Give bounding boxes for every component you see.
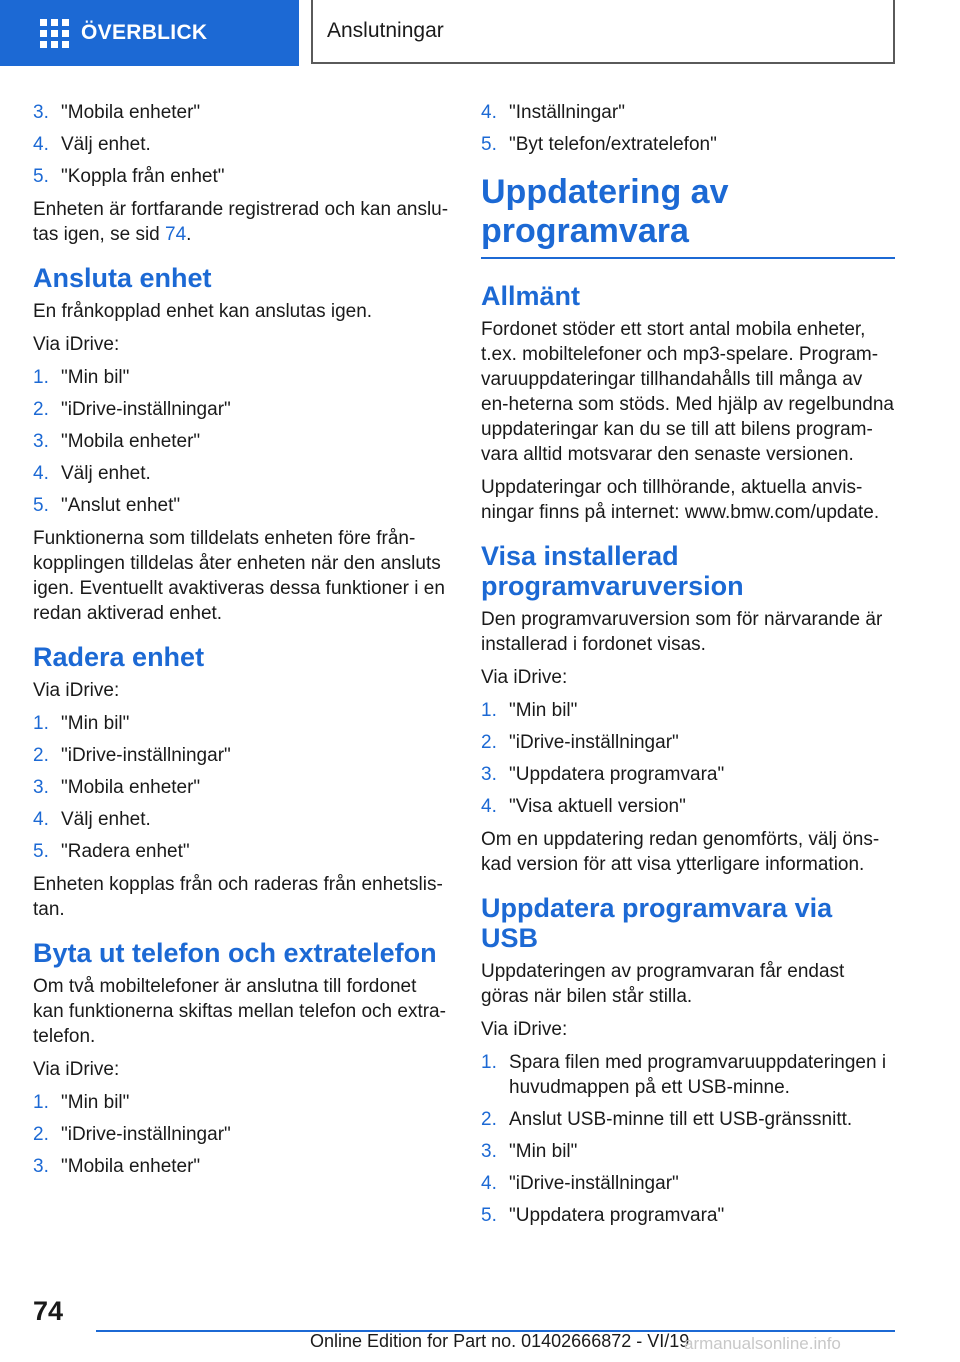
right-column (481, 100, 895, 1236)
step-text: "Visa aktuell version" (509, 796, 686, 817)
software-update-heading: Uppdatering av programvara (481, 173, 895, 259)
left-column (33, 100, 449, 1187)
step-text: "iDrive-inställningar" (61, 1124, 231, 1145)
step-number: 5. (33, 841, 49, 862)
step-text: Välj enhet. (61, 134, 151, 155)
general-para-2: Uppdateringar och tillhörande, aktuella anvis‐ningar finns på internet: www.bmw.com/update. (481, 477, 880, 523)
step-text: "Koppla från enhet" (61, 166, 225, 187)
show-para-1: Den programvaruversion som för närvarande är installerad i fordonet visas. (481, 609, 883, 655)
step-item (33, 1090, 449, 1115)
step-item (33, 743, 449, 768)
step-number: 2. (481, 1109, 497, 1130)
step-number: 3. (33, 777, 49, 798)
step-item (481, 1171, 895, 1196)
connect-device-heading: Ansluta enhet (33, 263, 212, 293)
step-number: 5. (481, 1205, 497, 1226)
step-number: 4. (33, 134, 49, 155)
step-number: 1. (33, 713, 49, 734)
step-text: Välj enhet. (61, 463, 151, 484)
general-para-1: Fordonet stöder ett stort antal mobila enheter, t.ex. mobiltelefoner och mp3-spelare. Program‐varuuppdateringar tillhandahålls till många av en‐heterna som stöds. Med hjälp av regelbundna uppdateringar kan du se till att bilens program‐vara alltid motsvarar den senaste versionen. (481, 319, 894, 465)
step-number: 3. (33, 431, 49, 452)
show-steps (481, 698, 895, 819)
step-text: Spara filen med programvaruuppdateringen i huvudmappen på ett USB-minne. (509, 1052, 887, 1098)
step-text: "Mobila enheter" (61, 1156, 201, 1177)
step-number: 2. (481, 732, 497, 753)
step-number: 2. (33, 1124, 49, 1145)
step-text: "Byt telefon/extratelefon" (509, 134, 717, 155)
show-version-heading: Visa installerad programvaruversion (481, 541, 744, 601)
show-para-2: Via iDrive: (481, 667, 568, 688)
usb-update-heading: Uppdatera programvara via USB (481, 893, 833, 953)
page-number: 74 (33, 1296, 64, 1326)
step-text: "iDrive-inställningar" (509, 732, 679, 753)
step-number: 3. (481, 1141, 497, 1162)
intro-paragraph (33, 197, 449, 247)
step-item (481, 698, 895, 723)
step-number: 5. (481, 134, 497, 155)
step-number: 4. (33, 809, 49, 830)
step-number: 4. (481, 1173, 497, 1194)
step-item (481, 1050, 895, 1100)
step-text: "Uppdatera programvara" (509, 1205, 725, 1226)
step-item (33, 493, 449, 518)
step-item (33, 164, 449, 189)
page-header (0, 0, 960, 66)
swap-phone-heading: Byta ut telefon och extratelefon (33, 938, 437, 968)
step-item (481, 1107, 895, 1132)
step-number: 3. (481, 764, 497, 785)
step-text: "Mobila enheter" (61, 102, 201, 123)
continued-steps (481, 100, 895, 157)
connect-para-3: Funktionerna som tilldelats enheten före från‐kopplingen tilldelas åter enheten när den ansluts igen. Eventuellt avaktiveras dessa funktioner i en redan aktiverad enhet. (33, 528, 445, 624)
step-number: 2. (33, 399, 49, 420)
show-para-3: Om en uppdatering redan genomförts, välj öns‐kad version för att visa ytterligare information. (481, 829, 880, 875)
swap-steps (33, 1090, 449, 1179)
step-number: 2. (33, 745, 49, 766)
step-item (481, 1139, 895, 1164)
step-item (33, 100, 449, 125)
usb-steps (481, 1050, 895, 1228)
step-text: Anslut USB-minne till ett USB-gränssnitt. (509, 1109, 853, 1130)
intro-text-end: . (186, 224, 192, 245)
step-item (481, 794, 895, 819)
step-text: "Min bil" (509, 700, 578, 721)
grid-icon (40, 19, 69, 48)
step-item (33, 807, 449, 832)
section-tab-label: Anslutningar (327, 19, 444, 42)
step-item (481, 762, 895, 787)
delete-device-heading: Radera enhet (33, 642, 205, 672)
step-text: "Inställningar" (509, 102, 625, 123)
step-item (33, 1122, 449, 1147)
step-number: 3. (33, 102, 49, 123)
overview-tab[interactable] (0, 0, 299, 66)
step-item (33, 461, 449, 486)
step-text: "Uppdatera programvara" (509, 764, 725, 785)
step-item (481, 132, 895, 157)
step-text: "Min bil" (61, 1092, 130, 1113)
page-link[interactable]: 74 (165, 224, 187, 245)
step-number: 5. (33, 495, 49, 516)
delete-steps (33, 711, 449, 864)
usb-para-1: Uppdateringen av programvaran får endast göras när bilen står stilla. (481, 961, 845, 1007)
watermark: armanualsonline.info (684, 1334, 841, 1353)
step-text: "Min bil" (61, 713, 130, 734)
step-text: "Mobila enheter" (61, 431, 201, 452)
step-text: "Mobila enheter" (61, 777, 201, 798)
usb-para-2: Via iDrive: (481, 1019, 568, 1040)
step-number: 4. (33, 463, 49, 484)
connect-para-2: Via iDrive: (33, 334, 120, 355)
step-number: 1. (481, 1052, 497, 1073)
step-item (481, 1203, 895, 1228)
step-item (33, 132, 449, 157)
section-tab (311, 0, 895, 64)
step-text: "Min bil" (509, 1141, 578, 1162)
step-item (33, 839, 449, 864)
step-number: 4. (481, 796, 497, 817)
delete-para-2: Enheten kopplas från och raderas från enhetslis‐tan. (33, 874, 443, 920)
step-item (33, 365, 449, 390)
step-text: "Anslut enhet" (61, 495, 181, 516)
step-number: 1. (33, 1092, 49, 1113)
step-item (33, 711, 449, 736)
step-text: "iDrive-inställningar" (61, 399, 231, 420)
step-number: 1. (481, 700, 497, 721)
step-number: 3. (33, 1156, 49, 1177)
step-number: 4. (481, 102, 497, 123)
connect-para-1: En frånkopplad enhet kan anslutas igen. (33, 301, 373, 322)
step-text: "iDrive-inställningar" (61, 745, 231, 766)
step-item (33, 429, 449, 454)
intro-text: Enheten är fortfarande registrerad och kan anslu‐tas igen, se sid (33, 199, 449, 245)
step-text: "iDrive-inställningar" (509, 1173, 679, 1194)
swap-para-2: Via iDrive: (33, 1059, 120, 1080)
delete-para-1: Via iDrive: (33, 680, 120, 701)
connect-steps (33, 365, 449, 518)
intro-steps (33, 100, 449, 189)
step-item (33, 397, 449, 422)
edition-text: Online Edition for Part no. 01402666872 - VI/19 (310, 1331, 690, 1351)
step-item (481, 100, 895, 125)
overview-tab-label: ÖVERBLICK (81, 21, 208, 44)
step-text: Välj enhet. (61, 809, 151, 830)
step-number: 1. (33, 367, 49, 388)
step-item (481, 730, 895, 755)
step-text: "Radera enhet" (61, 841, 190, 862)
step-text: "Min bil" (61, 367, 130, 388)
step-number: 5. (33, 166, 49, 187)
step-item (33, 775, 449, 800)
swap-para-1: Om två mobiltelefoner är anslutna till fordonet kan funktionerna skiftas mellan telefon och extra‐telefon. (33, 976, 446, 1047)
general-heading: Allmänt (481, 281, 581, 311)
step-item (33, 1154, 449, 1179)
